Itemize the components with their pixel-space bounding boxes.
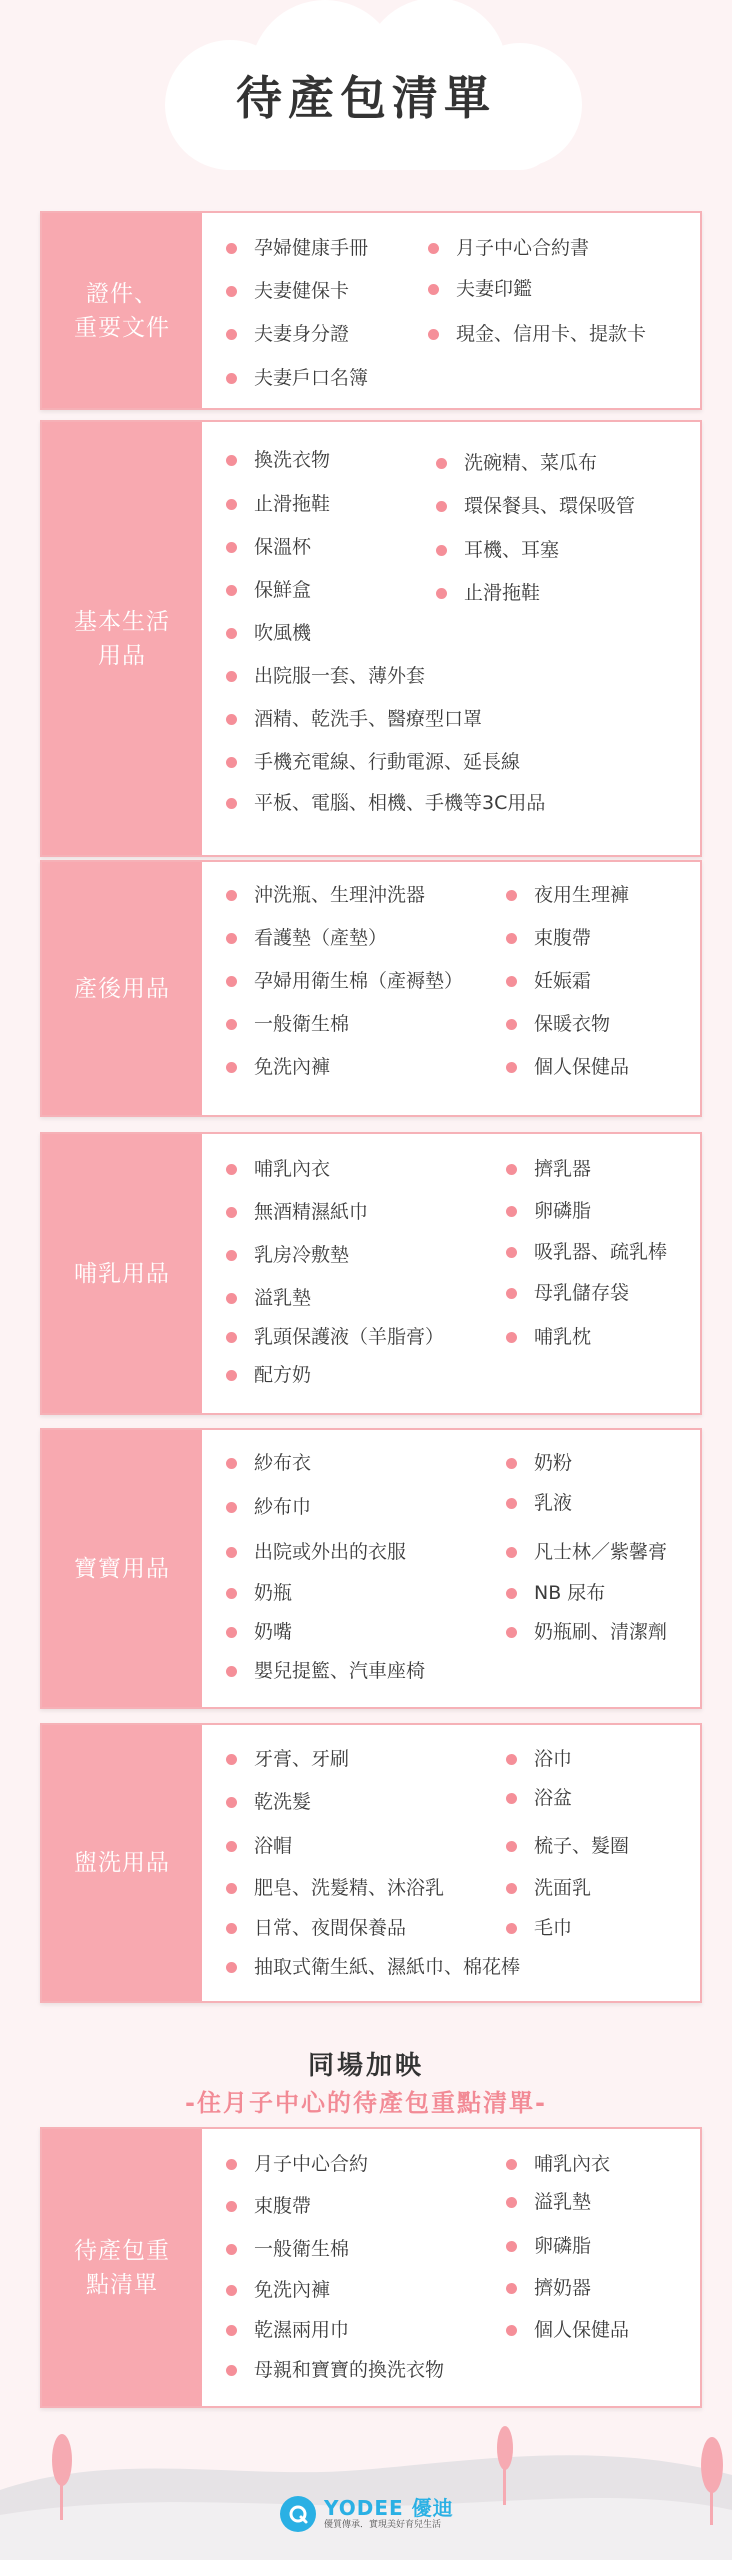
list-item: 乳頭保護液（羊脂膏）: [226, 1324, 444, 1350]
list-item: 束腹帶: [506, 925, 591, 951]
list-item: 梳子、髮圈: [506, 1833, 629, 1859]
yodee-logo-icon: [280, 2496, 316, 2532]
list-item: 乾洗髮: [226, 1789, 311, 1815]
list-item: 妊娠霜: [506, 968, 591, 994]
bonus-title: 同場加映: [307, 2051, 424, 2081]
list-item: 保溫杯: [226, 534, 311, 560]
list-item: 孕婦健康手冊: [226, 235, 368, 261]
list-item: 個人保健品: [506, 2317, 629, 2343]
page-title: 待產包清單: [236, 71, 496, 125]
list-item: 溢乳墊: [226, 1285, 311, 1311]
list-item: 現金、信用卡、提款卡: [428, 321, 646, 347]
list-item: 溢乳墊: [506, 2189, 591, 2215]
list-item: 卵磷脂: [506, 2233, 591, 2259]
list-item: 月子中心合約書: [428, 235, 589, 261]
list-item: 吹風機: [226, 620, 311, 646]
list-item: 奶瓶刷、清潔劑: [506, 1619, 667, 1645]
section-label: 產後用品: [42, 862, 202, 1115]
list-item: 擠奶器: [506, 2275, 591, 2301]
list-item: 月子中心合約: [226, 2151, 368, 2177]
list-item: 母親和寶寶的換洗衣物: [226, 2357, 444, 2383]
list-item: 奶粉: [506, 1450, 572, 1476]
list-item: 看護墊（產墊）: [226, 925, 387, 951]
list-item: 洗面乳: [506, 1875, 591, 1901]
section-label: 基本生活 用品: [42, 422, 202, 855]
list-item: NB 尿布: [506, 1580, 605, 1606]
list-item: 夜用生理褲: [506, 882, 629, 908]
list-item: 免洗內褲: [226, 2277, 330, 2303]
list-item: 環保餐具、環保吸管: [436, 493, 635, 519]
list-item: 紗布衣: [226, 1450, 311, 1476]
list-item: 哺乳內衣: [226, 1156, 330, 1182]
section-label: 寶寶用品: [42, 1430, 202, 1707]
list-item: 毛巾: [506, 1915, 572, 1941]
section-documents: [40, 211, 702, 410]
list-item: 保鮮盒: [226, 577, 311, 603]
list-item: 浴帽: [226, 1833, 292, 1859]
section-label: 哺乳用品: [42, 1134, 202, 1413]
footer-landscape: [0, 2420, 732, 2560]
list-item: 保暖衣物: [506, 1011, 610, 1037]
list-item: 奶瓶: [226, 1580, 292, 1606]
list-item: 出院服一套、薄外套: [226, 663, 425, 689]
list-item: 奶嘴: [226, 1619, 292, 1645]
list-item: 耳機、耳塞: [436, 537, 559, 563]
list-item: 無酒精濕紙巾: [226, 1199, 368, 1225]
list-item: 一般衛生棉: [226, 2236, 349, 2262]
brand-logo[interactable]: [280, 2496, 454, 2532]
list-item: 酒精、乾洗手、醫療型口罩: [226, 706, 482, 732]
list-item: 一般衛生棉: [226, 1011, 349, 1037]
list-item: 止滑拖鞋: [226, 491, 330, 517]
list-item: 乳房冷敷墊: [226, 1242, 349, 1268]
list-item: 出院或外出的衣服: [226, 1539, 406, 1565]
section-breastfeeding: [40, 1132, 702, 1415]
list-item: 紗布巾: [226, 1494, 311, 1520]
list-item: 卵磷脂: [506, 1198, 591, 1224]
list-item: 肥皂、洗髮精、沐浴乳: [226, 1875, 444, 1901]
list-item: 夫妻健保卡: [226, 278, 349, 304]
list-item: 沖洗瓶、生理沖洗器: [226, 882, 425, 908]
list-item: 乳液: [506, 1490, 572, 1516]
section-daily-essentials: [40, 420, 702, 857]
list-item: 哺乳枕: [506, 1324, 591, 1350]
section-postpartum: [40, 860, 702, 1117]
list-item: 配方奶: [226, 1362, 311, 1388]
list-item: 免洗內褲: [226, 1054, 330, 1080]
list-item: 日常、夜間保養品: [226, 1915, 406, 1941]
list-item: 手機充電線、行動電源、延長線: [226, 749, 520, 775]
list-item: 夫妻印鑑: [428, 276, 532, 302]
list-item: 孕婦用衛生棉（產褥墊）: [226, 968, 463, 994]
section-label: 證件、 重要文件: [42, 213, 202, 408]
list-item: 浴巾: [506, 1746, 572, 1772]
brand-name: YODEE 優迪: [324, 2496, 454, 2520]
section-key-checklist: [40, 2127, 702, 2408]
list-item: 凡士林／紫馨膏: [506, 1539, 667, 1565]
section-baby: [40, 1428, 702, 1709]
brand-tagline: 優質傳承．實現美好育兒生活: [324, 2520, 442, 2530]
list-item: 夫妻身分證: [226, 321, 349, 347]
list-item: 嬰兒提籃、汽車座椅: [226, 1658, 425, 1684]
list-item: 換洗衣物: [226, 447, 330, 473]
section-toiletries: [40, 1723, 702, 2003]
list-item: 個人保健品: [506, 1054, 629, 1080]
section-label: 盥洗用品: [42, 1725, 202, 2001]
list-item: 擠乳器: [506, 1156, 591, 1182]
list-item: 浴盆: [506, 1785, 572, 1811]
list-item: 吸乳器、疏乳棒: [506, 1239, 667, 1265]
list-item: 夫妻戶口名簿: [226, 365, 368, 391]
list-item: 母乳儲存袋: [506, 1280, 629, 1306]
list-item: 乾濕兩用巾: [226, 2317, 349, 2343]
section-label: 待產包重 點清單: [42, 2129, 202, 2406]
list-item: 止滑拖鞋: [436, 580, 540, 606]
list-item: 洗碗精、菜瓜布: [436, 450, 597, 476]
list-item: 牙膏、牙刷: [226, 1746, 349, 1772]
list-item: 平板、電腦、相機、手機等3C用品: [226, 790, 545, 816]
list-item: 抽取式衛生紙、濕紙巾、棉花棒: [226, 1954, 520, 1980]
list-item: 哺乳內衣: [506, 2151, 610, 2177]
bonus-subtitle: -住月子中心的待產包重點清單-: [185, 2089, 547, 2117]
list-item: 束腹帶: [226, 2193, 311, 2219]
